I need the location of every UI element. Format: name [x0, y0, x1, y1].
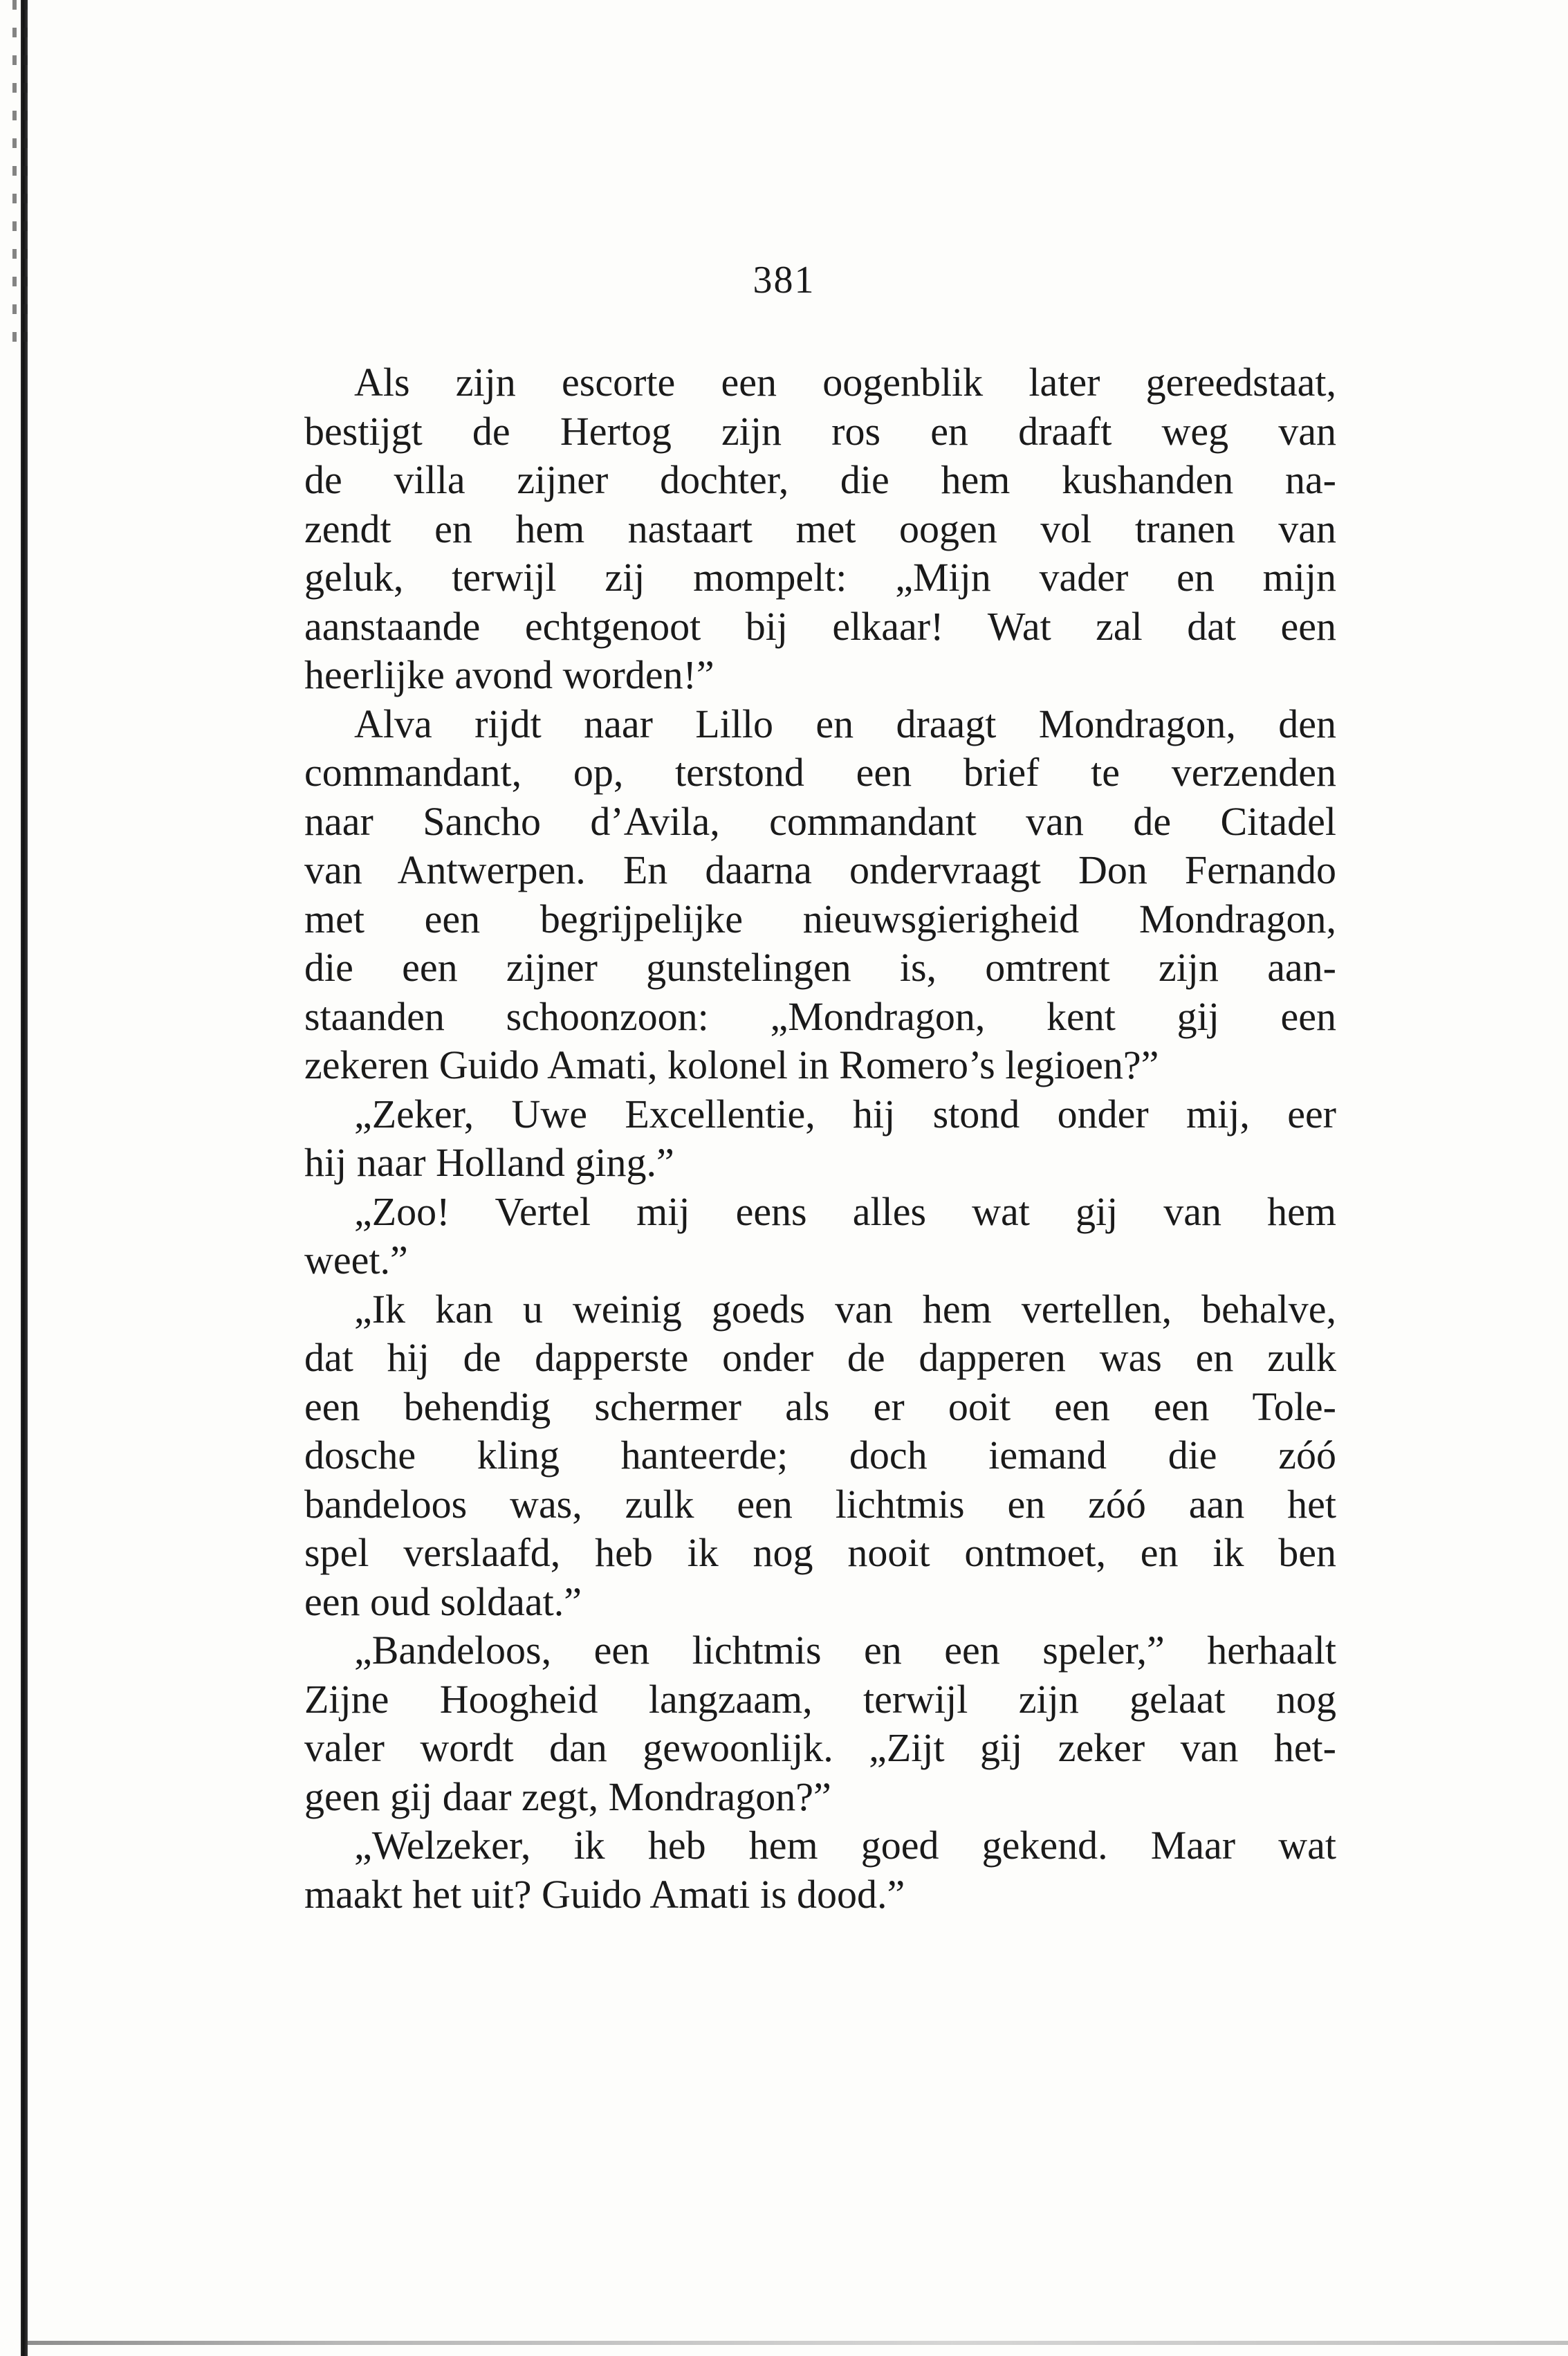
- text-line: „Ik kan u weinig goeds van hem vertellen, behalve,: [354, 1286, 1336, 1332]
- text-line: spel verslaafd, heb ik nog nooit ontmoet, en ik ben: [304, 1530, 1336, 1575]
- paragraph: [304, 1626, 1336, 1821]
- text-line: met een begrijpelijke nieuwsgierigheid Mondragon,: [304, 896, 1336, 941]
- text-line: de villa zijner dochter, die hem kushanden na-: [304, 457, 1336, 502]
- text-line: „Zeker, Uwe Excellentie, hij stond onder mij, eer: [354, 1091, 1336, 1136]
- text-line: Als zijn escorte een oogenblik later gereedstaat,: [354, 360, 1336, 405]
- text-line: hij naar Holland ging.”: [304, 1140, 674, 1185]
- text-line: maakt het uit? Guido Amati is dood.”: [304, 1871, 905, 1917]
- text-line: zendt en hem nastaart met oogen vol tranen van: [304, 506, 1336, 551]
- text-line: bandeloos was, zulk een lichtmis en zóó aan het: [304, 1481, 1336, 1527]
- text-line: zekeren Guido Amati, kolonel in Romero’s legioen?”: [304, 1042, 1159, 1087]
- text-line: naar Sancho d’Avila, commandant van de Citadel: [304, 798, 1336, 844]
- text-line: Alva rijdt naar Lillo en draagt Mondragon, den: [354, 701, 1336, 746]
- paragraph: [304, 1188, 1336, 1285]
- paragraph: [304, 1821, 1336, 1919]
- text-line: dosche kling hanteerde; doch iemand die zóó: [304, 1433, 1336, 1478]
- paragraph: [304, 358, 1336, 700]
- text-line: valer wordt dan gewoonlijk. „Zijt gij zeker van het-: [304, 1725, 1336, 1770]
- binding-marks: [0, 0, 41, 360]
- body-text: [304, 358, 1336, 1919]
- page-number: 381: [753, 259, 815, 302]
- paragraph: [304, 1285, 1336, 1627]
- text-line: weet.”: [304, 1237, 408, 1282]
- text-line: heerlijke avond worden!”: [304, 652, 714, 697]
- text-line: dat hij de dapperste onder de dapperen was en zulk: [304, 1335, 1336, 1380]
- text-line: een behendig schermer als er ooit een een Tole-: [304, 1383, 1336, 1429]
- paragraph: [304, 1090, 1336, 1188]
- text-line: bestijgt de Hertog zijn ros en draaft weg van: [304, 408, 1336, 454]
- text-line: staanden schoonzoon: „Mondragon, kent gij een: [304, 993, 1336, 1039]
- text-line: „Bandeloos, een lichtmis en een speler,” herhaalt: [354, 1628, 1336, 1673]
- text-line: van Antwerpen. En daarna ondervraagt Don Fernando: [304, 847, 1336, 892]
- text-line: geluk, terwijl zij mompelt: „Mijn vader en mijn: [304, 555, 1336, 600]
- text-line: commandant, op, terstond een brief te verzenden: [304, 750, 1336, 795]
- page-bottom-edge: [28, 2341, 1568, 2345]
- text-line: Zijne Hoogheid langzaam, terwijl zijn gelaat nog: [304, 1676, 1336, 1722]
- text-line: geen gij daar zegt, Mondragon?”: [304, 1774, 831, 1819]
- text-line: een oud soldaat.”: [304, 1579, 582, 1624]
- paragraph: [304, 700, 1336, 1090]
- text-line: die een zijner gunstelingen is, omtrent zijn aan-: [304, 945, 1336, 990]
- text-line: „Zoo! Vertel mij eens alles wat gij van hem: [354, 1188, 1336, 1234]
- text-line: „Welzeker, ik heb hem goed gekend. Maar wat: [354, 1823, 1336, 1868]
- text-line: aanstaande echtgenoot bij elkaar! Wat zal dat een: [304, 603, 1336, 649]
